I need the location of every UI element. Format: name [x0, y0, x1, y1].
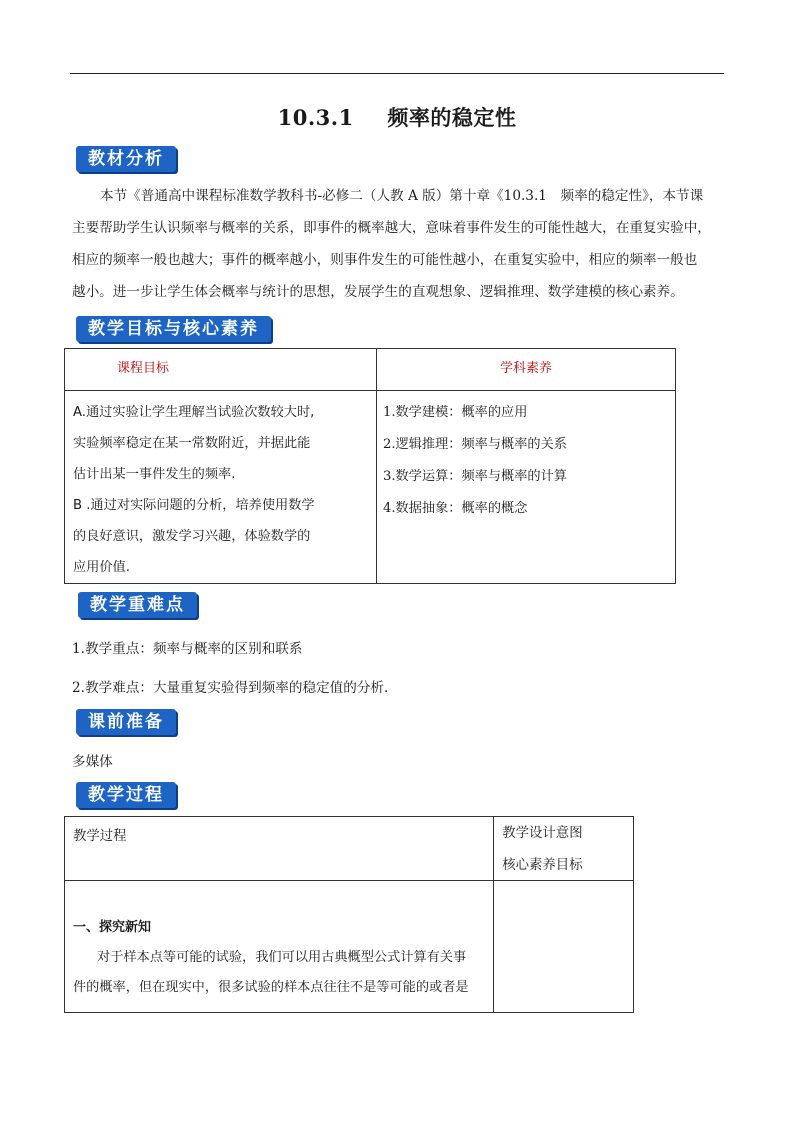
goals-header-right [376, 349, 675, 391]
title-text: 频率的稳定性 [387, 105, 517, 130]
goals-right-cell [376, 391, 675, 584]
key-point-line: 1.教学重点：频率与概率的区别和联系 [72, 641, 303, 657]
subject-literacy-header: 学科素养 [499, 361, 552, 376]
analysis-paragraph [72, 180, 732, 308]
literacy-line: 2.逻辑推理：频率与概率的关系 [382, 437, 567, 452]
analysis-line: 越小。进一步让学生体会概率与统计的思想，发展学生的直观想象、逻辑推理、数学建模的核心素养。 [72, 284, 684, 300]
process-body-left [65, 881, 494, 1013]
goals-header-left [65, 349, 377, 391]
prep-text: 多媒体 [72, 754, 113, 770]
difficult-point-line: 2.教学难点：大量重复实验得到频率的稳定值的分析. [72, 680, 389, 696]
process-body-line: 对于样本点等可能的试验，我们可以用古典概型公式计算有关事 [97, 950, 467, 965]
process-header-label: 教学过程 [73, 829, 127, 844]
goal-line: A.通过实验让学生理解当试验次数较大时, [73, 405, 315, 420]
goal-line: 实验频率稳定在某一常数附近，并据此能 [73, 436, 311, 451]
course-goal-header: 课程目标 [117, 361, 170, 376]
analysis-line: 相应的频率一般也越大；事件的概率越小，则事件发生的可能性越小，在重复实验中，相应的频率一般也 [72, 252, 698, 268]
section-badge-goals: 教学目标与核心素养 [76, 316, 271, 342]
goal-line: 估计出某一事件发生的频率. [73, 467, 236, 482]
literacy-line: 4.数据抽象：概率的概念 [382, 501, 528, 516]
process-header-left [65, 817, 494, 881]
goal-line: 应用价值. [73, 560, 130, 575]
page-title [0, 102, 794, 132]
process-body-right [494, 881, 634, 1013]
design-intent-label: 教学设计意图 [502, 826, 583, 841]
section-badge-process: 教学过程 [76, 782, 176, 808]
literacy-line: 3.数学运算：频率与概率的计算 [382, 469, 567, 484]
analysis-line: 主要帮助学生认识频率与概率的关系，即事件的概率越大，意味着事件发生的可能性越大，在重复实验中， [72, 220, 711, 236]
analysis-line: 本节《普通高中课程标准数学教科书-必修二（人教 A 版）第十章《10.3.1 频率的稳定性》，本节课 [100, 188, 704, 204]
goal-line: 的良好意识，激发学习兴趣，体验数学的 [73, 529, 311, 544]
core-literacy-label: 核心素养目标 [502, 858, 583, 873]
process-table [64, 816, 634, 1013]
section-badge-prep: 课前准备 [76, 709, 176, 735]
header-rule [70, 73, 724, 74]
process-body-line: 件的概率，但在现实中，很多试验的样本点往往不是等可能的或者是 [73, 980, 469, 995]
section-badge-keypoints: 教学重难点 [78, 592, 197, 618]
explore-heading: 一、探究新知 [73, 920, 152, 935]
section-badge-analysis: 教材分析 [76, 146, 176, 172]
process-header-right [494, 817, 634, 881]
goals-table [64, 348, 676, 584]
goals-left-cell [65, 391, 377, 584]
goal-line: B .通过对实际问题的分析，培养使用数学 [73, 498, 315, 513]
title-number: 10.3.1 [277, 105, 354, 130]
literacy-line: 1.数学建模：概率的应用 [382, 405, 528, 420]
